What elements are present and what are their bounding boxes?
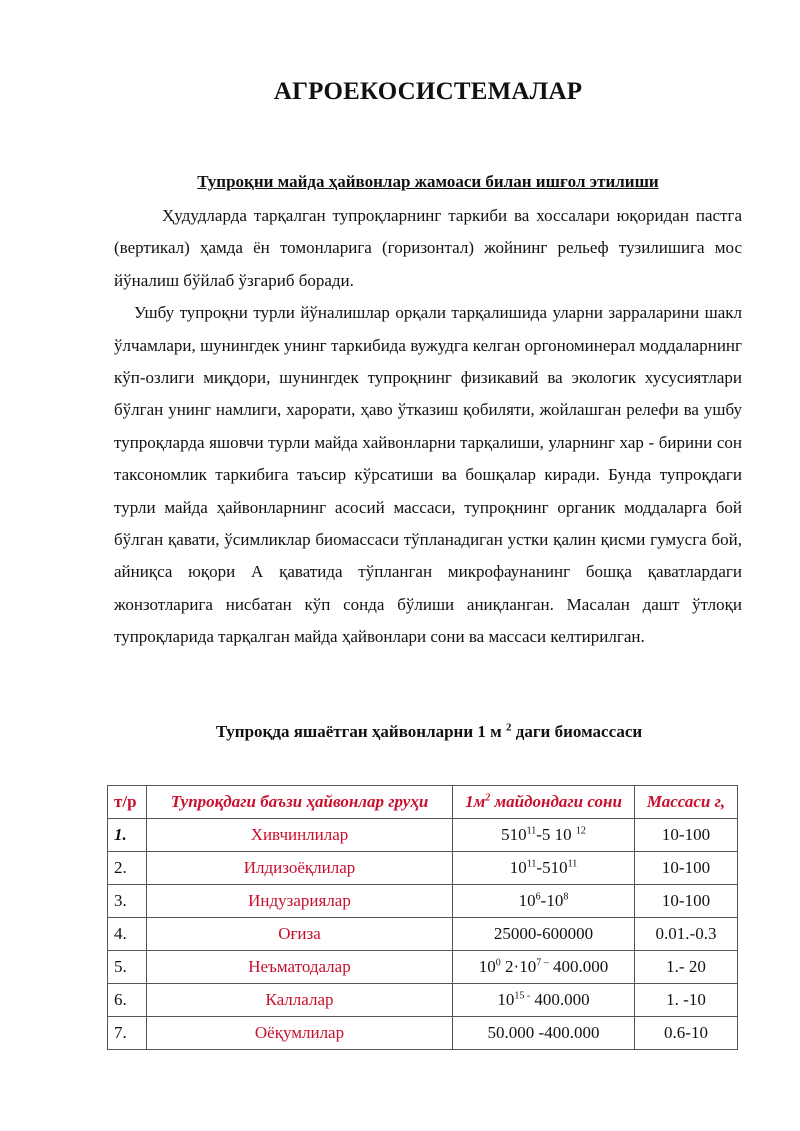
header-count-sup: 2 (485, 792, 491, 804)
paragraph-1: Ҳудудларда тарқалган тупроқларнинг таркиби ва хоссалари юқоридан пастга (вертикал) ҳамда ён томонларига (горизонтал) жойнинг рельеф тузилишига мос йўналиш бўйлаб ўзгариб боради. (114, 206, 742, 290)
cell-count-text: 400.000 (548, 957, 609, 976)
table-row (108, 1017, 738, 1050)
cell-count-text: 10 (518, 891, 536, 910)
header-mass: Массаси г, (635, 786, 738, 819)
cell-num: 5. (108, 951, 147, 984)
cell-count-sup: 8 (563, 891, 569, 903)
cell-count (453, 819, 635, 852)
header-count (453, 786, 635, 819)
cell-group-name: Оёқумлилар (147, 1017, 453, 1050)
cell-mass: 10-100 (635, 852, 738, 885)
page-title: АГРОЕКОСИСТЕМАЛАР (273, 78, 583, 105)
cell-mass: 1.- 20 (635, 951, 738, 984)
cell-count (453, 852, 635, 885)
cell-group-name: Индузариялар (147, 885, 453, 918)
cell-count-sup: 7 – (536, 957, 549, 969)
cell-mass: 0.01.-0.3 (635, 918, 738, 951)
cell-mass: 10-100 (635, 885, 738, 918)
cell-count-text: 2·10 (500, 957, 537, 976)
cell-count-text: 50.000 -400.000 (487, 1023, 600, 1042)
cell-num: 3. (108, 885, 147, 918)
cell-mass: 10-100 (635, 819, 738, 852)
cell-group-name: Оғиза (147, 918, 453, 951)
cell-mass: 0.6-10 (635, 1017, 738, 1050)
cell-count (453, 951, 635, 984)
header-group: Тупроқдаги баъзи ҳайвонлар груҳи (147, 786, 453, 819)
header-count-pre: 1м (465, 792, 486, 811)
table-row (108, 819, 738, 852)
table-caption (0, 722, 800, 742)
cell-count (453, 1017, 635, 1050)
cell-count-sup: 11 (526, 825, 537, 837)
table-row (108, 984, 738, 1017)
cell-count-text: -10 (540, 891, 564, 910)
table-row (108, 885, 738, 918)
cell-mass: 1. -10 (635, 984, 738, 1017)
table-header-row (108, 786, 738, 819)
section-heading: Тупроқни майда ҳайвонлар жамоаси билан ишғол этилиши (197, 172, 659, 191)
table-caption-after: даги биомассаси (511, 722, 643, 741)
cell-count-text: 400.000 (530, 990, 590, 1009)
cell-count-text: 510 (501, 825, 527, 844)
cell-count-sup: 12 (575, 825, 586, 837)
cell-group-name: Каллалар (147, 984, 453, 1017)
cell-count-text: 10 (509, 858, 527, 877)
biomass-table (107, 785, 738, 1050)
cell-num: 6. (108, 984, 147, 1017)
cell-num: 7. (108, 1017, 147, 1050)
cell-count-text: 10 (497, 990, 515, 1009)
cell-count-text: -510 (536, 858, 568, 877)
header-num: т/р (108, 786, 147, 819)
cell-count-text: -5 10 (536, 825, 576, 844)
cell-count (453, 984, 635, 1017)
body-text (114, 200, 742, 654)
paragraph-2: Ушбу тупроқни турли йўналишлар орқали тарқалишида уларни зарраларини шакл ўлчамлари, шунингдек унинг таркибида вужудга келган оргономинерал моддаларнинг кўп-озлиги миқдори, шунингдек тупроқнинг физикавий ва экологик хусусиятлари бўлган унинг намлиги, харорати, ҳаво ўтказиш қобиляти, жойлашган релефи ва ушбу тупроқларда яшовчи турли майда хайвонларни тарқалиши, уларнинг хар - бирини сон таксономлик таркибига таъсир кўрсатиши ва бошқалар киради. Бунда тупроқдаги турли майда ҳайвонларнинг асосий массаси, тупроқнинг органик моддаларга бой бўлган қавати, ўсимликлар биомассаси тўпланадиган устки қалин қисми гумусга бой, айниқса юқори А қаватида тўпланган микрофаунанинг бошқа қаватлардаги жонзотларига нисбатан кўп сонда бўлиши аниқланган. Масалан дашт ўтлоқи тупроқларида тарқалган майда ҳайвонлари сони ва массаси келтирилган. (114, 303, 742, 647)
table-row (108, 951, 738, 984)
cell-group-name: Неъматодалар (147, 951, 453, 984)
table-body (108, 819, 738, 1050)
cell-group-name: Хивчинлилар (147, 819, 453, 852)
cell-count-sup: 15 - (514, 990, 531, 1002)
cell-num: 1. (108, 819, 147, 852)
table-row (108, 918, 738, 951)
cell-count-sup: 0 (495, 957, 501, 969)
cell-num: 4. (108, 918, 147, 951)
cell-num: 2. (108, 852, 147, 885)
cell-count-text: 25000-600000 (493, 924, 594, 943)
cell-count-sup: 11 (567, 858, 578, 870)
header-count-post: майдондаги сони (490, 792, 622, 811)
cell-count (453, 918, 635, 951)
table-caption-sup: 2 (505, 721, 512, 734)
table-caption-before: Тупроқда яшаётган ҳайвонларни 1 м (215, 722, 506, 741)
cell-count-sup: 11 (526, 858, 537, 870)
cell-count-text: 10 (478, 957, 496, 976)
cell-count (453, 885, 635, 918)
table-row (108, 852, 738, 885)
cell-group-name: Илдизоёқлилар (147, 852, 453, 885)
cell-count-sup: 6 (535, 891, 541, 903)
